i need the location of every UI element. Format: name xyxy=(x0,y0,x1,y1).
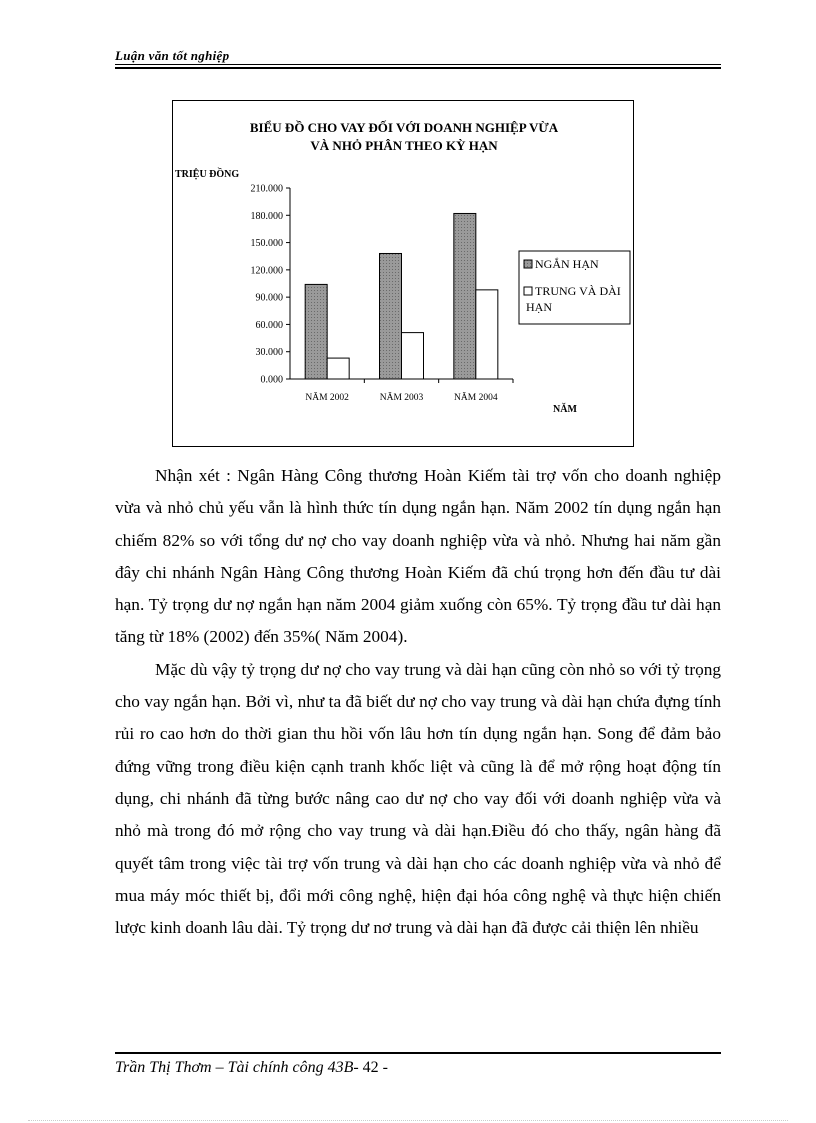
page-footer xyxy=(115,1050,721,1080)
bar-ngan-han-2 xyxy=(380,253,402,379)
chart-title-line-1: BIỂU ĐỒ CHO VAY ĐỐI VỚI DOANH NGHIỆP VỪA xyxy=(249,120,559,135)
body-text xyxy=(115,460,721,944)
header-rule xyxy=(115,64,721,65)
legend-label: HẠN xyxy=(526,300,552,314)
y-axis-label: TRIỆU ĐỒNG xyxy=(175,169,240,180)
y-tick-label: 90.000 xyxy=(255,292,283,304)
page-header xyxy=(115,48,721,68)
y-tick-label: 210.000 xyxy=(250,183,283,195)
paragraph-2: Mặc dù vậy tỷ trọng dư nợ cho vay trung và dài hạn cũng còn nhỏ so với tỷ trọng cho vay ngắn hạn. Bởi vì, như ta đã biết dư nợ cho vay trung và dài hạn chứa đựng tính rủi ro cao hơn do thời gian thu hồi vốn lâu hơn tín dụng ngắn hạn. Song để đảm bảo đứng vững trong điều kiện cạnh tranh khốc liệt và cũng là để mở rộng hoạt động tín dụng, chi nhánh đã từng bước nâng cao dư nợ cho vay đối với doanh nghiệp vừa và nhỏ mà trong đó mở rộng cho vay trung và dài hạn.Điều đó cho thấy, ngân hàng đã quyết tâm trong việc tài trợ vốn trung và dài hạn cho các doanh nghiệp vừa và nhỏ để mua máy móc thiết bị, đổi mới công nghệ, hiện đại hóa công nghệ và thực hiện chiến lược kinh doanh lâu dài. Tỷ trọng dư nơ trung và dài hạn đã được cải thiện lên nhiều xyxy=(115,659,721,938)
footer-author: Trần Thị Thơm – Tài chính công 43B xyxy=(115,1059,354,1076)
y-tick-label: 60.000 xyxy=(255,319,283,331)
y-tick-label: 180.000 xyxy=(250,210,283,222)
footer-rule xyxy=(115,1052,721,1054)
bar-ngan-han-3 xyxy=(454,213,476,379)
y-tick-label: 0.000 xyxy=(260,374,283,386)
paragraph-1: Nhận xét : Ngân Hàng Công thương Hoàn Kiếm tài trợ vốn cho doanh nghiệp vừa và nhỏ chủ yếu vẫn là hình thức tín dụng ngắn hạn. Năm 2002 tín dụng ngắn hạn chiếm 82% so với tổng dư nợ cho vay doanh nghiệp vừa và nhỏ. Nhưng hai năm gần đây chi nhánh Ngân Hàng Công thương Hoàn Kiếm đã chú trọng hơn đến đầu tư dài hạn. Tỷ trọng dư nợ ngắn hạn năm 2004 giảm xuống còn 65%. Tỷ trọng đầu tư dài hạn tăng từ 18% (2002) đến 35%( Năm 2004). xyxy=(115,466,721,647)
legend-label: TRUNG VÀ DÀI xyxy=(535,284,621,298)
bar-trung-dai-han-1 xyxy=(327,358,349,379)
x-tick-label: NĂM 2004 xyxy=(454,393,498,403)
y-tick-label: 120.000 xyxy=(250,265,283,277)
legend-swatch-ngan-han xyxy=(524,260,532,268)
legend-swatch-trung-dai-han xyxy=(524,287,532,295)
chart-title-line-2: VÀ NHỎ PHÂN THEO KỲ HẠN xyxy=(310,138,498,153)
x-tick-label: NĂM 2002 xyxy=(305,393,349,403)
y-tick-label: 150.000 xyxy=(250,238,283,250)
bar-ngan-han-1 xyxy=(305,284,327,379)
footer-text xyxy=(115,1059,388,1077)
header-title: Luận văn tốt nghiệp xyxy=(115,48,230,63)
page-edge xyxy=(28,1120,788,1121)
header-rule-thick xyxy=(115,67,721,69)
chart-frame xyxy=(172,100,634,447)
y-tick-label: 30.000 xyxy=(255,347,283,359)
loan-term-chart xyxy=(173,101,635,448)
bar-trung-dai-han-3 xyxy=(476,290,498,379)
page-number: - 42 - xyxy=(353,1059,388,1076)
x-axis-label: NĂM xyxy=(553,404,577,415)
bar-trung-dai-han-2 xyxy=(402,333,424,379)
x-tick-label: NĂM 2003 xyxy=(379,393,424,403)
legend-label: NGẮN HẠN xyxy=(535,257,599,271)
